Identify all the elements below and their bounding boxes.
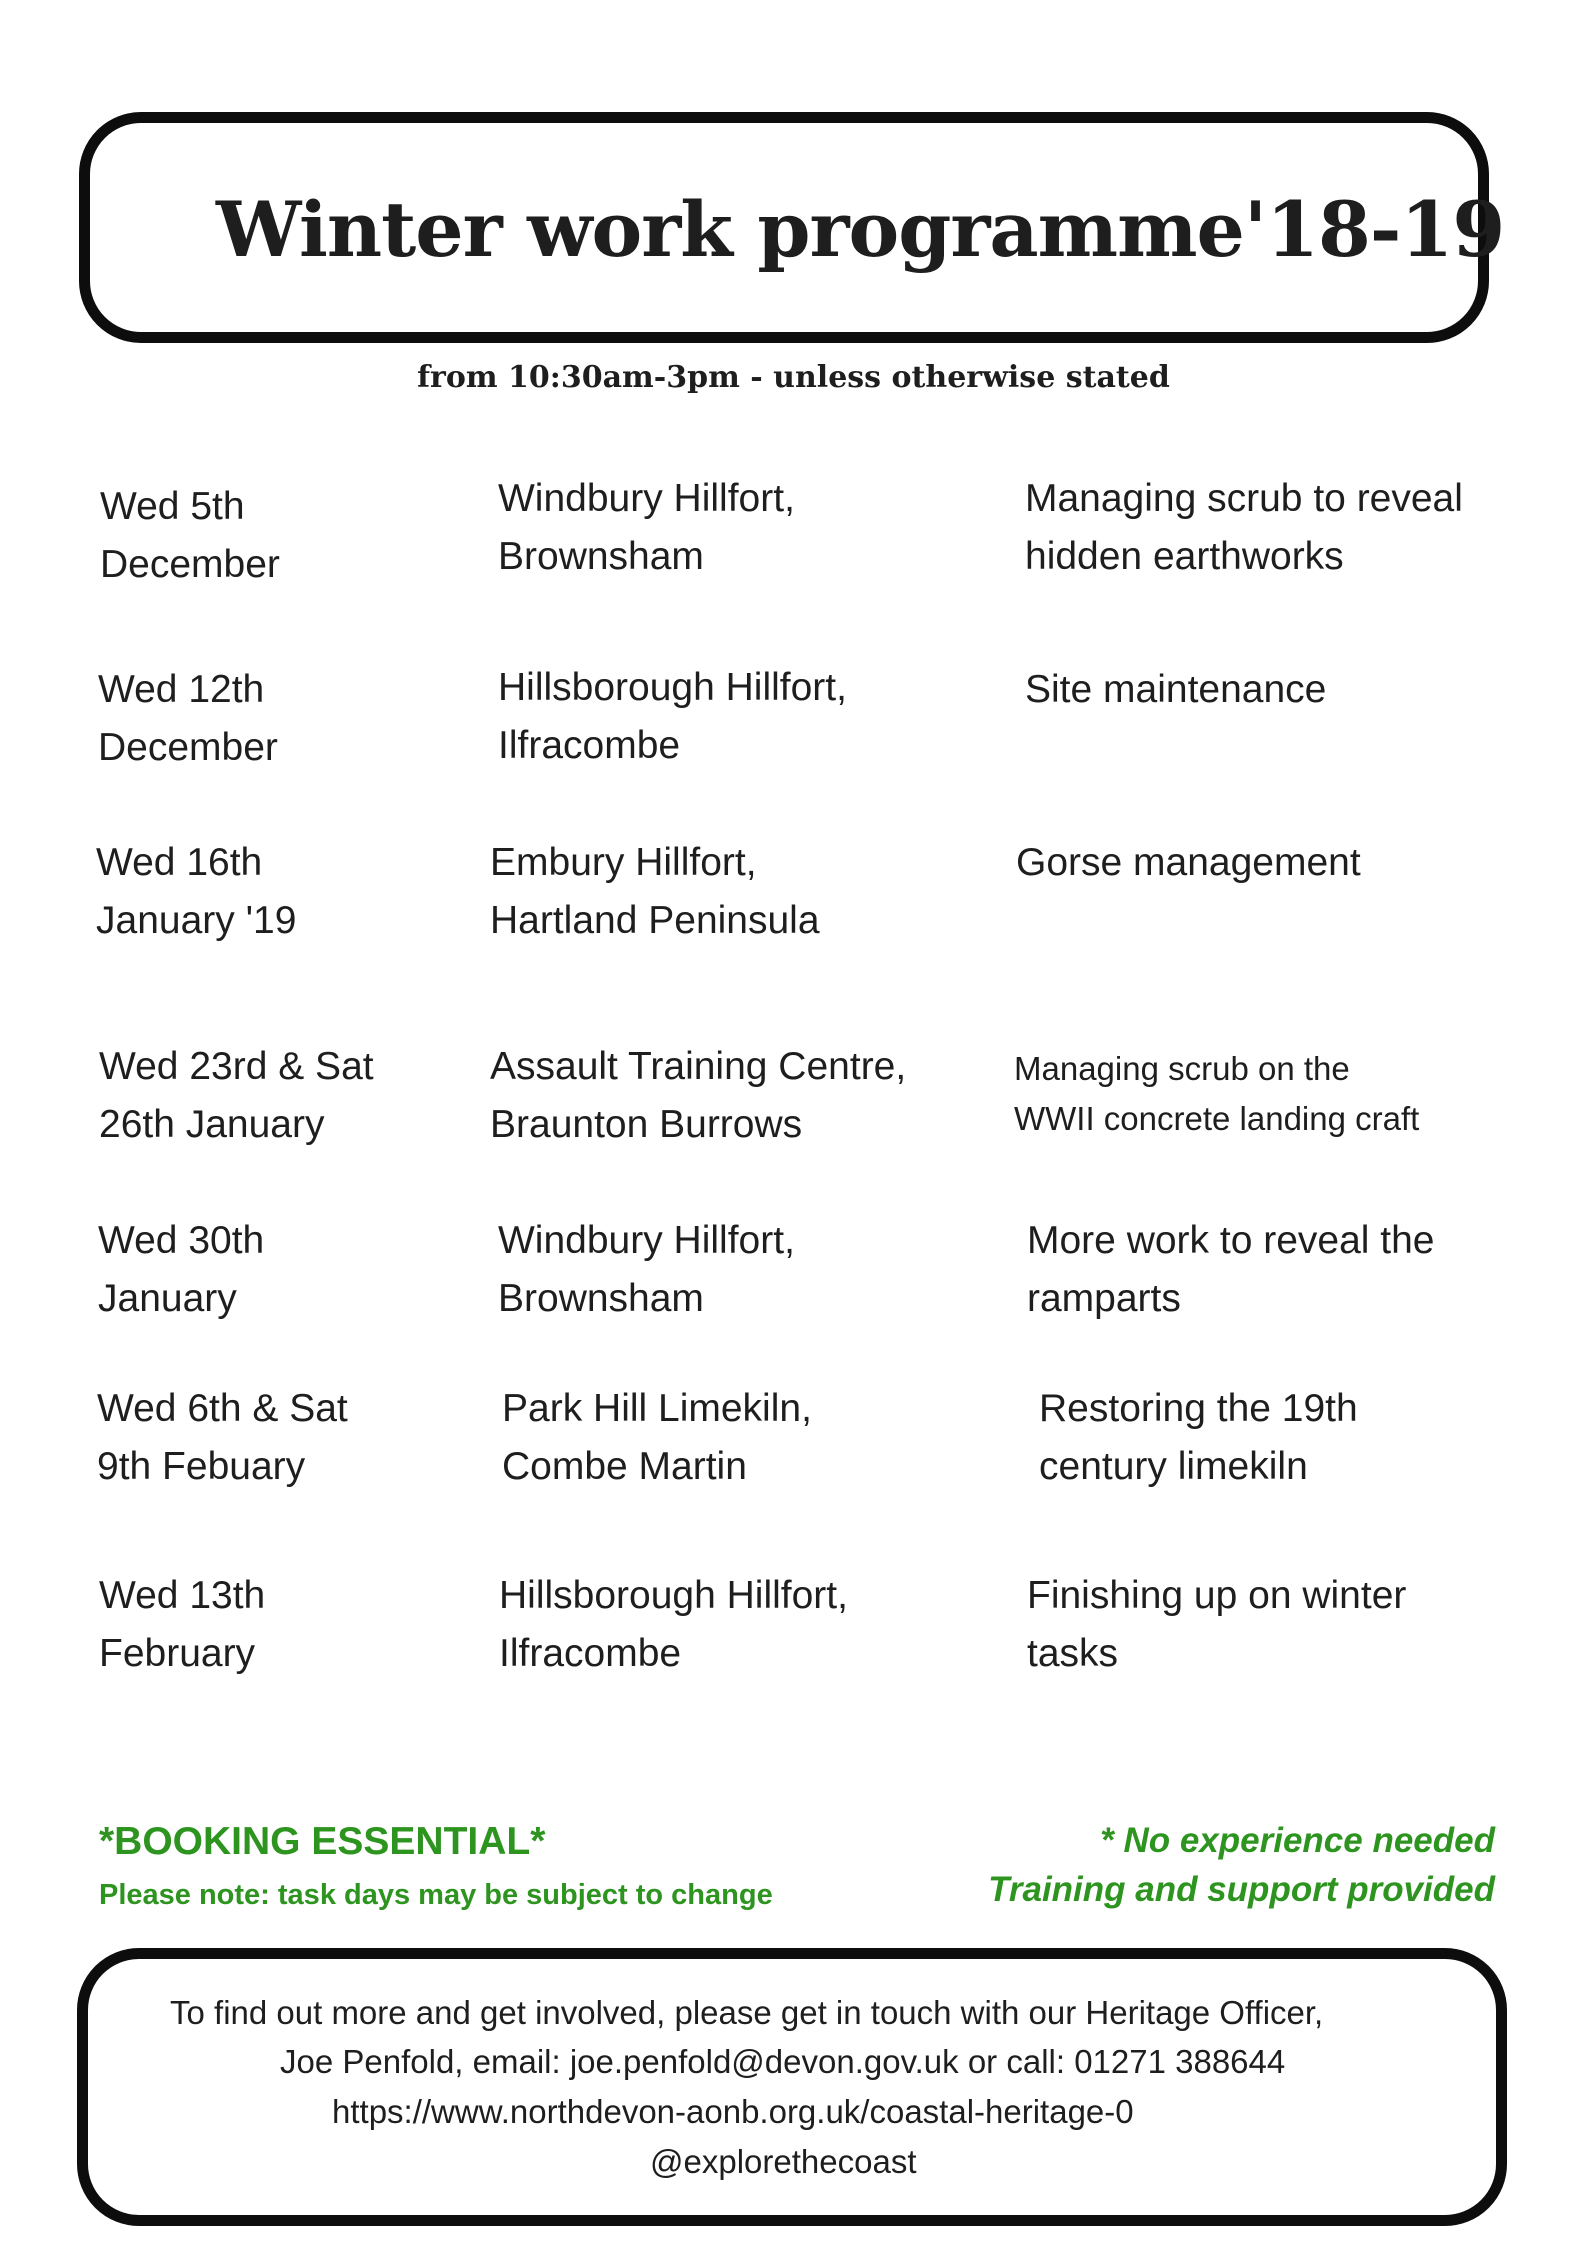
schedule-location: Hillsborough Hillfort, Ilfracombe — [498, 666, 847, 767]
contact-social-handle: @explorethecoast — [650, 2143, 917, 2180]
schedule-task: Finishing up on winter tasks — [1027, 1574, 1407, 1675]
page-title: Winter work programme'18-19 — [216, 185, 1505, 274]
schedule-date: Wed 23rd & Sat 26th January — [99, 1045, 374, 1146]
schedule-task: Managing scrub on the WWII concrete landing craft — [1014, 1050, 1420, 1137]
schedule-date: Wed 30th January — [98, 1219, 265, 1320]
schedule-task: More work to reveal the ramparts — [1027, 1219, 1435, 1320]
schedule-location: Assault Training Centre, Braunton Burrows — [490, 1045, 907, 1146]
contact-intro: To find out more and get involved, please get in touch with our Heritage Officer, — [170, 1994, 1324, 2031]
booking-notice: *BOOKING ESSENTIAL* — [99, 1820, 546, 1863]
schedule-location: Windbury Hillfort, Brownsham — [498, 477, 795, 578]
contact-website-link[interactable]: https://www.northdevon-aonb.org.uk/coastal-heritage-0 — [332, 2093, 1134, 2130]
schedule-location: Embury Hillfort, Hartland Peninsula — [490, 841, 820, 942]
schedule-location: Park Hill Limekiln, Combe Martin — [502, 1387, 812, 1488]
page-subtitle: from 10:30am-3pm - unless otherwise stated — [417, 360, 1170, 395]
schedule-task: Gorse management — [1016, 841, 1361, 884]
schedule-location: Hillsborough Hillfort, Ilfracombe — [499, 1574, 848, 1675]
schedule-location: Windbury Hillfort, Brownsham — [498, 1219, 795, 1320]
contact-email-phone: Joe Penfold, email: joe.penfold@devon.gov.uk or call: 01271 388644 — [280, 2043, 1286, 2080]
schedule-date: Wed 16th January '19 — [96, 841, 297, 942]
change-note: Please note: task days may be subject to change — [99, 1879, 773, 1911]
schedule-date: Wed 13th February — [99, 1574, 266, 1675]
training-note: Training and support provided — [988, 1870, 1495, 1909]
schedule-date: Wed 5th December — [100, 485, 280, 586]
schedule-date: Wed 6th & Sat 9th Febuary — [97, 1387, 348, 1488]
schedule-task: Managing scrub to reveal hidden earthworks — [1025, 477, 1463, 578]
schedule-date: Wed 12th December — [98, 668, 278, 769]
schedule-task: Site maintenance — [1025, 668, 1327, 711]
schedule-task: Restoring the 19th century limekiln — [1039, 1387, 1358, 1488]
no-experience-note: * No experience needed — [1100, 1821, 1495, 1860]
contact-frame — [77, 1948, 1507, 2226]
